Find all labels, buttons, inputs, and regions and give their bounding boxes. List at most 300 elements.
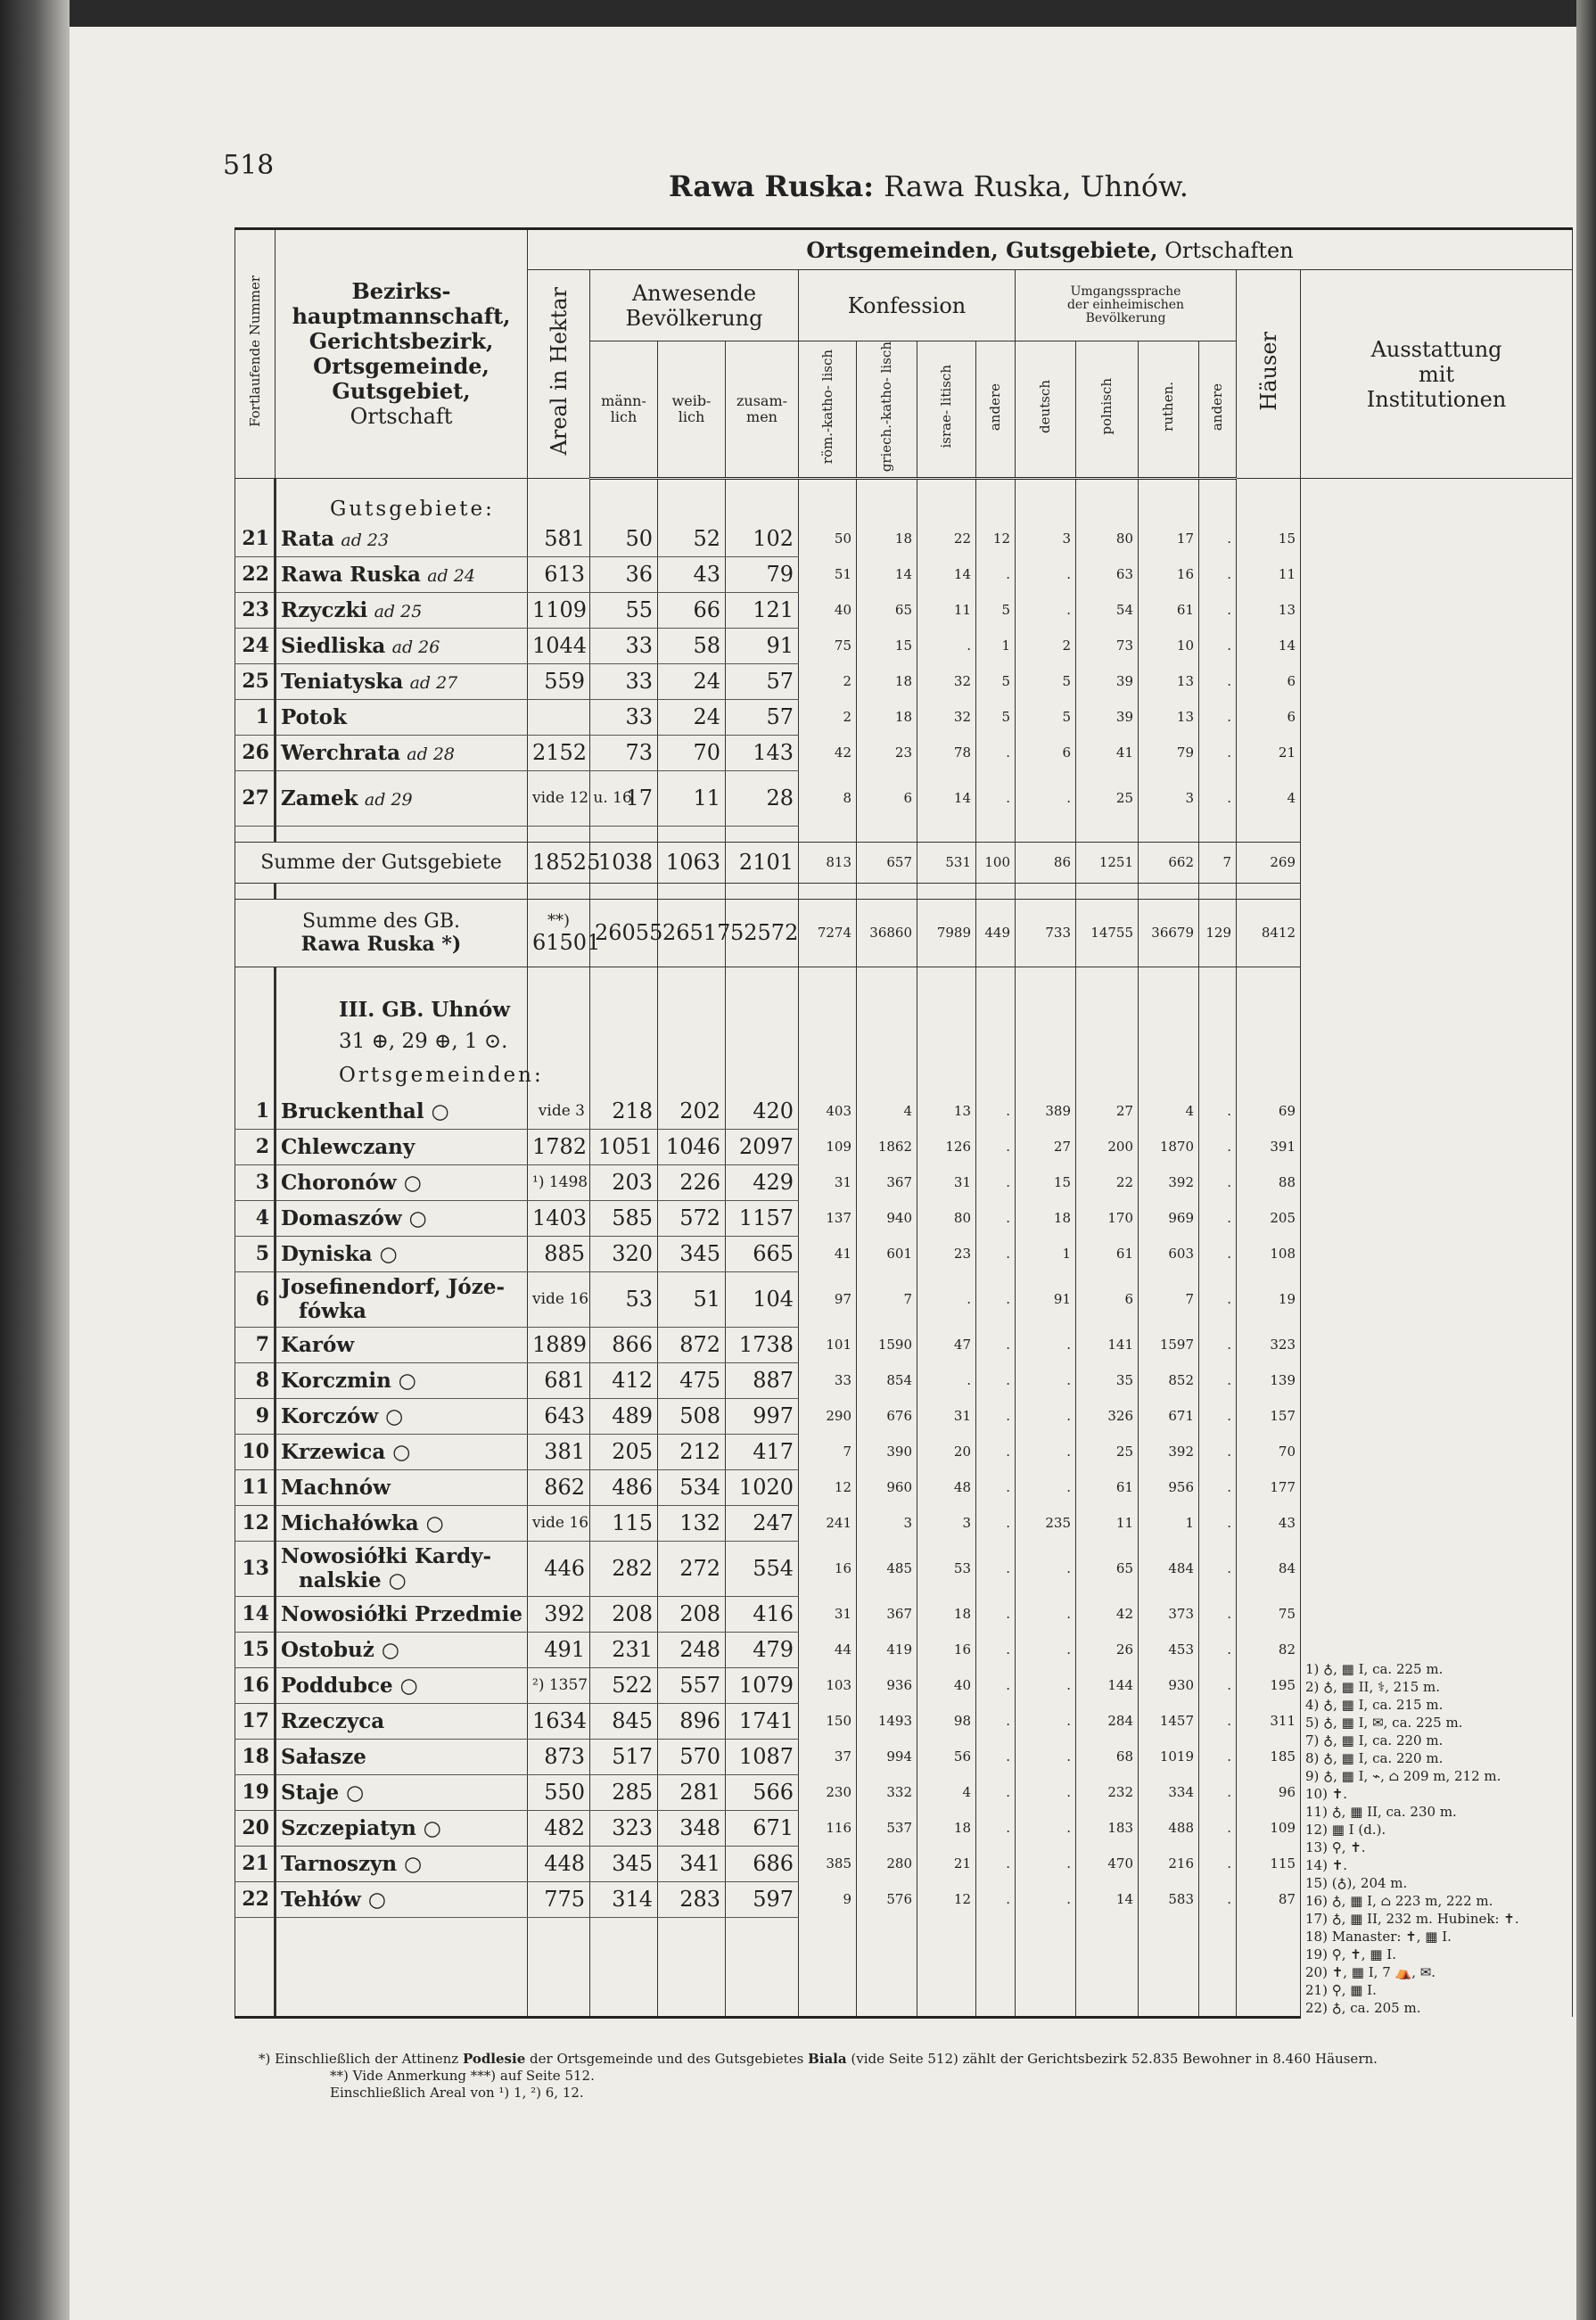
zusammen-value: 91: [726, 628, 799, 663]
andere-konf-value: .: [976, 1667, 1016, 1703]
andere-konf-value: .: [976, 1093, 1016, 1129]
spacer-cell: [658, 1917, 726, 2017]
statistics-table: [234, 227, 1573, 2019]
roem-kath-value: 16: [799, 1541, 857, 1596]
zusammen-value: 143: [726, 735, 799, 770]
institution-entry: 8) ♁, ▦ I, ca. 220 m.: [1305, 1750, 1444, 1767]
row-number: 18: [235, 1739, 276, 1774]
andere-konf-value: .: [976, 1362, 1016, 1398]
weiblich-value: 24: [658, 699, 726, 735]
weiblich-value: 872: [658, 1327, 726, 1362]
spacer-cell: [917, 826, 976, 842]
place-name: [276, 628, 528, 663]
weiblich-value: 557: [658, 1667, 726, 1703]
griech-kath-value: 960: [857, 1469, 917, 1505]
deutsch-value: .: [1016, 1846, 1076, 1881]
spacer-cell: [857, 1057, 917, 1093]
sum-areal-note: **): [547, 910, 571, 930]
polnisch-value: 26: [1076, 1632, 1139, 1667]
weiblich-value: 345: [658, 1236, 726, 1271]
spacer-cell: [528, 826, 590, 842]
sum-guts-label-text: Summe der Gutsgebiete: [260, 851, 502, 874]
spacer-cell: [235, 967, 276, 993]
place-name-continued: fówka: [299, 1299, 366, 1324]
spacer-cell: [1016, 1917, 1076, 2017]
andere-konf-value: .: [976, 1596, 1016, 1632]
place-name-text: Korczów ○: [281, 1403, 404, 1428]
institution-entry: 12) ▦ I (d.).: [1305, 1822, 1386, 1839]
weiblich-value: 570: [658, 1739, 726, 1774]
spacer-cell: [917, 1917, 976, 2017]
spacer-cell: [799, 967, 857, 993]
spacer-cell: [1076, 967, 1139, 993]
row-number: 7: [235, 1327, 276, 1362]
andere-sprache-value: .: [1199, 1129, 1237, 1164]
andere-sprache-value: .: [1199, 1362, 1237, 1398]
place-name: [276, 592, 528, 628]
row-number: 2: [235, 1129, 276, 1164]
place-name-text: Rzeczyca: [281, 1708, 385, 1733]
header-andere: andere: [976, 341, 1016, 479]
spacer-cell: [590, 1917, 658, 2017]
row-number: 3: [235, 1164, 276, 1200]
place-name-ref: ad 28: [407, 744, 456, 764]
spacer-cell: [658, 993, 726, 1025]
weiblich-value: 11: [658, 770, 726, 826]
sum-polnisch: 1251: [1076, 842, 1139, 883]
haeuser-value: 109: [1237, 1810, 1301, 1846]
row-number: 26: [235, 735, 276, 770]
spacer-cell: [1016, 1025, 1076, 1057]
place-name-text: Ostobuż ○: [281, 1637, 399, 1662]
andere-konf-value: 1: [976, 628, 1016, 663]
spacer-cell: [857, 1025, 917, 1057]
haeuser-value: 88: [1237, 1164, 1301, 1200]
place-name-text: Rata: [281, 526, 335, 551]
maennlich-value: 517: [590, 1739, 658, 1774]
place-name: [276, 663, 528, 699]
ruthen-value: 930: [1139, 1667, 1199, 1703]
weiblich-value: 475: [658, 1362, 726, 1398]
areal-value: 681: [528, 1362, 590, 1398]
maennlich-value: 866: [590, 1327, 658, 1362]
haeuser-value: 311: [1237, 1703, 1301, 1739]
roem-kath-value: 230: [799, 1774, 857, 1810]
roem-kath-value: 40: [799, 592, 857, 628]
ruthen-value: 484: [1139, 1541, 1199, 1596]
griech-kath-value: 676: [857, 1398, 917, 1434]
roem-kath-value: 33: [799, 1362, 857, 1398]
deutsch-value: .: [1016, 1434, 1076, 1469]
spacer-cell: [590, 993, 658, 1025]
place-name: [276, 1596, 528, 1632]
zusammen-value: 57: [726, 663, 799, 699]
section-ortsgemeinden: [276, 1057, 544, 1093]
andere-sprache-value: .: [1199, 628, 1237, 663]
ruthen-value: 216: [1139, 1846, 1199, 1881]
griech-kath-value: 854: [857, 1362, 917, 1398]
deutsch-value: 3: [1016, 521, 1076, 556]
place-name: [276, 1129, 528, 1164]
areal-value: 446: [528, 1541, 590, 1596]
israel-value: 14: [917, 556, 976, 592]
griech-kath-value: 18: [857, 699, 917, 735]
place-name-text: Korczmin ○: [281, 1368, 416, 1393]
polnisch-value: 80: [1076, 521, 1139, 556]
zusammen-value: 1079: [726, 1667, 799, 1703]
zusammen-value: 997: [726, 1398, 799, 1434]
deutsch-value: 5: [1016, 663, 1076, 699]
zusammen-value: 1157: [726, 1200, 799, 1236]
ruthen-value: 852: [1139, 1362, 1199, 1398]
maennlich-value: 33: [590, 628, 658, 663]
spacer-cell: [799, 1025, 857, 1057]
ruthen-value: 1457: [1139, 1703, 1199, 1739]
andere-sprache-value: .: [1199, 1703, 1237, 1739]
weiblich-value: 212: [658, 1434, 726, 1469]
place-name-text: Szczepiatyn ○: [281, 1815, 441, 1840]
israel-value: 4: [917, 1774, 976, 1810]
sum-ruthen: 662: [1139, 842, 1199, 883]
deutsch-value: .: [1016, 1541, 1076, 1596]
row-number: 13: [235, 1541, 276, 1596]
andere-konf-value: .: [976, 1739, 1016, 1774]
areal-value: 873: [528, 1739, 590, 1774]
place-name-text: Dyniska ○: [281, 1241, 398, 1266]
sum-israel: 531: [917, 842, 976, 883]
andere-konf-value: 12: [976, 521, 1016, 556]
place-name: [276, 1200, 528, 1236]
areal-value: 643: [528, 1398, 590, 1434]
sum-gb-label-line2: Rawa Ruska *): [300, 932, 462, 956]
spacer-cell: [917, 1057, 976, 1093]
spacer-cell: [590, 967, 658, 993]
haeuser-value: 4: [1237, 770, 1301, 826]
place-name-text: Michałówka ○: [281, 1510, 444, 1535]
zusammen-value: 417: [726, 1434, 799, 1469]
place-name-text: Choronów ○: [281, 1170, 422, 1195]
sum-gb-row-label: [235, 899, 528, 967]
polnisch-value: 141: [1076, 1327, 1139, 1362]
title-bold: Rawa Ruska:: [669, 169, 875, 203]
roem-kath-value: 42: [799, 735, 857, 770]
israel-value: 98: [917, 1703, 976, 1739]
areal-value: 381: [528, 1434, 590, 1469]
row-number: 25: [235, 663, 276, 699]
ruthen-value: 373: [1139, 1596, 1199, 1632]
weiblich-value: 1046: [658, 1129, 726, 1164]
institution-entry: 5) ♁, ▦ I, ✉, ca. 225 m.: [1305, 1715, 1463, 1732]
table-body: [235, 479, 1573, 2018]
weiblich-value: 208: [658, 1596, 726, 1632]
polnisch-value: 35: [1076, 1362, 1139, 1398]
polnisch-value: 25: [1076, 1434, 1139, 1469]
maennlich-value: 115: [590, 1505, 658, 1541]
place-name-text: Tehłów ○: [281, 1887, 386, 1912]
row-number: 1: [235, 699, 276, 735]
footnote-2: **) Vide Anmerkung ***) auf Seite 512.: [330, 2068, 595, 2084]
spacer-cell: [1076, 993, 1139, 1025]
weiblich-value: 51: [658, 1271, 726, 1327]
ruthen-value: 4: [1139, 1093, 1199, 1129]
header-polnisch: polnisch: [1076, 341, 1139, 479]
haeuser-value: 139: [1237, 1362, 1301, 1398]
griech-kath-value: 332: [857, 1774, 917, 1810]
israel-value: 80: [917, 1200, 976, 1236]
place-name-ref: ad 27: [409, 672, 458, 693]
header-maennlich: männ- lich: [590, 341, 658, 479]
sum-areal-number: 18525: [532, 850, 601, 876]
place-name-text: Chlewczany: [281, 1134, 415, 1159]
spacer-cell: [726, 1025, 799, 1057]
sum-andere-konf: 100: [976, 842, 1016, 883]
areal-value: 885: [528, 1236, 590, 1271]
roem-kath-value: 37: [799, 1739, 857, 1774]
institution-entry: 4) ♁, ▦ I, ca. 215 m.: [1305, 1697, 1444, 1714]
ruthen-value: 603: [1139, 1236, 1199, 1271]
row-number: 12: [235, 1505, 276, 1541]
place-name-text: Krzewica ○: [281, 1439, 411, 1464]
maennlich-value: 412: [590, 1362, 658, 1398]
areal-value: [528, 699, 590, 735]
roem-kath-value: 12: [799, 1469, 857, 1505]
spacer-cell: [1139, 826, 1199, 842]
israel-value: 18: [917, 1810, 976, 1846]
israel-value: 20: [917, 1434, 976, 1469]
areal-value: vide 16: [528, 1271, 590, 1327]
roem-kath-value: 101: [799, 1327, 857, 1362]
griech-kath-value: 537: [857, 1810, 917, 1846]
zusammen-value: 597: [726, 1881, 799, 1917]
roem-kath-value: 8: [799, 770, 857, 826]
spacer-cell: [658, 1025, 726, 1057]
weiblich-value: 896: [658, 1703, 726, 1739]
row-number: 15: [235, 1632, 276, 1667]
sum-weiblich: 1063: [658, 842, 726, 883]
ruthen-value: 7: [1139, 1271, 1199, 1327]
spacer-cell: [590, 1025, 658, 1057]
haeuser-value: 96: [1237, 1774, 1301, 1810]
deutsch-value: 18: [1016, 1200, 1076, 1236]
roem-kath-value: 97: [799, 1271, 857, 1327]
areal-value: 775: [528, 1881, 590, 1917]
spacer-cell: [1016, 993, 1076, 1025]
israel-value: 16: [917, 1632, 976, 1667]
deutsch-value: .: [1016, 1327, 1076, 1362]
maennlich-value: 486: [590, 1469, 658, 1505]
griech-kath-value: 7: [857, 1271, 917, 1327]
spacer-cell: [726, 883, 799, 899]
areal-value: 448: [528, 1846, 590, 1881]
table-header: [235, 229, 1573, 479]
zusammen-value: 121: [726, 592, 799, 628]
spacer-cell: [276, 1917, 528, 2017]
israel-value: 126: [917, 1129, 976, 1164]
maennlich-value: 53: [590, 1271, 658, 1327]
areal-value: 862: [528, 1469, 590, 1505]
roem-kath-value: 31: [799, 1164, 857, 1200]
israel-value: 47: [917, 1327, 976, 1362]
header-zusammen: zusam- men: [726, 341, 799, 479]
polnisch-value: 65: [1076, 1541, 1139, 1596]
polnisch-value: 326: [1076, 1398, 1139, 1434]
zusammen-value: 79: [726, 556, 799, 592]
spacer-cell: [1237, 1057, 1301, 1093]
weiblich-value: 58: [658, 628, 726, 663]
place-name-text: Machnów: [281, 1475, 391, 1500]
spacer-cell: [528, 993, 590, 1025]
areal-value: vide 12 u. 16: [528, 770, 590, 826]
spacer-cell: [917, 883, 976, 899]
spacer-cell: [976, 1057, 1016, 1093]
andere-konf-value: .: [976, 1236, 1016, 1271]
header-name: Bezirks- hauptmannschaft, Gerichtsbezirk, Ortsgemeinde, Gutsgebiet, Ortschaft: [276, 229, 528, 479]
sum-haeuser: 269: [1237, 842, 1301, 883]
row-number: 22: [235, 556, 276, 592]
areal-value: 1109: [528, 592, 590, 628]
andere-konf-value: .: [976, 1505, 1016, 1541]
spacer-cell: [1237, 1917, 1301, 2017]
haeuser-value: 13: [1237, 592, 1301, 628]
maennlich-value: 522: [590, 1667, 658, 1703]
areal-value: 392: [528, 1596, 590, 1632]
row-number: 1: [235, 1093, 276, 1129]
maennlich-value: 323: [590, 1810, 658, 1846]
maennlich-value: 205: [590, 1434, 658, 1469]
place-name-text: Nowosiółki Przedmie: [281, 1601, 522, 1626]
ruthen-value: 3: [1139, 770, 1199, 826]
haeuser-value: 115: [1237, 1846, 1301, 1881]
ruthen-value: 392: [1139, 1434, 1199, 1469]
weiblich-value: 283: [658, 1881, 726, 1917]
maennlich-value: 282: [590, 1541, 658, 1596]
spacer-cell: [1139, 883, 1199, 899]
section-gutsgebiete: Gutsgebiete:: [276, 479, 528, 522]
spacer-cell: [1016, 1057, 1076, 1093]
polnisch-value: 284: [1076, 1703, 1139, 1739]
zusammen-value: 887: [726, 1362, 799, 1398]
andere-konf-value: .: [976, 1434, 1016, 1469]
polnisch-value: 73: [1076, 628, 1139, 663]
header-areal: Areal in Hektar: [528, 270, 590, 479]
spacer-cell: [1237, 993, 1301, 1025]
zusammen-value: 479: [726, 1632, 799, 1667]
place-name: [276, 1362, 528, 1398]
row-number: 4: [235, 1200, 276, 1236]
polnisch-value: 39: [1076, 663, 1139, 699]
israel-value: 31: [917, 1398, 976, 1434]
spacer-cell: [528, 883, 590, 899]
andere-konf-value: .: [976, 1398, 1016, 1434]
areal-value: 1634: [528, 1703, 590, 1739]
ruthen-value: 79: [1139, 735, 1199, 770]
roem-kath-value: 103: [799, 1667, 857, 1703]
maennlich-value: 218: [590, 1093, 658, 1129]
weiblich-value: 508: [658, 1398, 726, 1434]
section-uhnow-counts: [276, 1025, 528, 1057]
ruthen-value: 1: [1139, 1505, 1199, 1541]
sum-deutsch: 86: [1016, 842, 1076, 883]
spacer-cell: [726, 967, 799, 993]
zusammen-value: 416: [726, 1596, 799, 1632]
israel-value: .: [917, 1271, 976, 1327]
spacer-cell: [917, 993, 976, 1025]
andere-sprache-value: .: [1199, 1398, 1237, 1434]
spacer-cell: [1016, 967, 1076, 993]
ruthen-value: 13: [1139, 699, 1199, 735]
andere-konf-value: .: [976, 1327, 1016, 1362]
spacer-cell: [1139, 1057, 1199, 1093]
place-name-text: Rzyczki: [281, 597, 368, 622]
andere-konf-value: .: [976, 1632, 1016, 1667]
polnisch-value: 39: [1076, 699, 1139, 735]
zusammen-value: 1087: [726, 1739, 799, 1774]
spacer-cell: [1199, 967, 1237, 993]
spacer-cell: [917, 1025, 976, 1057]
haeuser-value: 177: [1237, 1469, 1301, 1505]
spacer-cell: [1016, 883, 1076, 899]
ruthen-value: 392: [1139, 1164, 1199, 1200]
haeuser-value: 391: [1237, 1129, 1301, 1164]
roem-kath-value: 403: [799, 1093, 857, 1129]
row-number: 14: [235, 1596, 276, 1632]
spacer-cell: [658, 883, 726, 899]
roem-kath-value: 241: [799, 1505, 857, 1541]
maennlich-value: 55: [590, 592, 658, 628]
maennlich-value: 585: [590, 1200, 658, 1236]
running-title: [669, 169, 1189, 203]
haeuser-value: 15: [1237, 521, 1301, 556]
place-name-text: Rawa Ruska: [281, 562, 421, 587]
place-name-text: Domaszów ○: [281, 1205, 427, 1230]
roem-kath-value: 2: [799, 699, 857, 735]
spacer-cell: [1076, 883, 1139, 899]
andere-sprache-value: .: [1199, 1739, 1237, 1774]
haeuser-value: 14: [1237, 628, 1301, 663]
institution-entry: 17) ♁, ▦ II, 232 m. Hubinek: ✝.: [1305, 1911, 1519, 1928]
haeuser-value: 108: [1237, 1236, 1301, 1271]
spacer-cell: [1139, 1025, 1199, 1057]
spacer-cell: [1199, 1917, 1237, 2017]
institution-entry: 1) ♁, ▦ I, ca. 225 m.: [1305, 1661, 1444, 1678]
polnisch-value: 200: [1076, 1129, 1139, 1164]
place-name-text: Siedliska: [281, 633, 386, 658]
spacer-cell: [1016, 826, 1076, 842]
institution-entry: 13) ⚲, ✝.: [1305, 1839, 1366, 1856]
section-uhnow-title-text: III. GB. Uhnów: [339, 997, 511, 1022]
haeuser-value: 82: [1237, 1632, 1301, 1667]
areal-value: 1889: [528, 1327, 590, 1362]
andere-konf-value: .: [976, 1881, 1016, 1917]
areal-value: 550: [528, 1774, 590, 1810]
areal-value: 491: [528, 1632, 590, 1667]
deutsch-value: .: [1016, 592, 1076, 628]
griech-kath-value: 4: [857, 1093, 917, 1129]
row-number: 10: [235, 1434, 276, 1469]
sum-andere-sprache: 7: [1199, 842, 1237, 883]
footnote-3: Einschließlich Areal von ¹) 1, ²) 6, 12.: [330, 2085, 584, 2101]
spacer-cell: [1199, 883, 1237, 899]
andere-sprache-value: .: [1199, 1200, 1237, 1236]
deutsch-value: 389: [1016, 1093, 1076, 1129]
spacer-cell: [235, 1917, 276, 2017]
row-number: 9: [235, 1398, 276, 1434]
place-name: [276, 1774, 528, 1810]
deutsch-value: .: [1016, 1703, 1076, 1739]
institution-entry: 14) ✝.: [1305, 1857, 1348, 1874]
place-name: [276, 1164, 528, 1200]
page-number: 518: [223, 150, 275, 181]
